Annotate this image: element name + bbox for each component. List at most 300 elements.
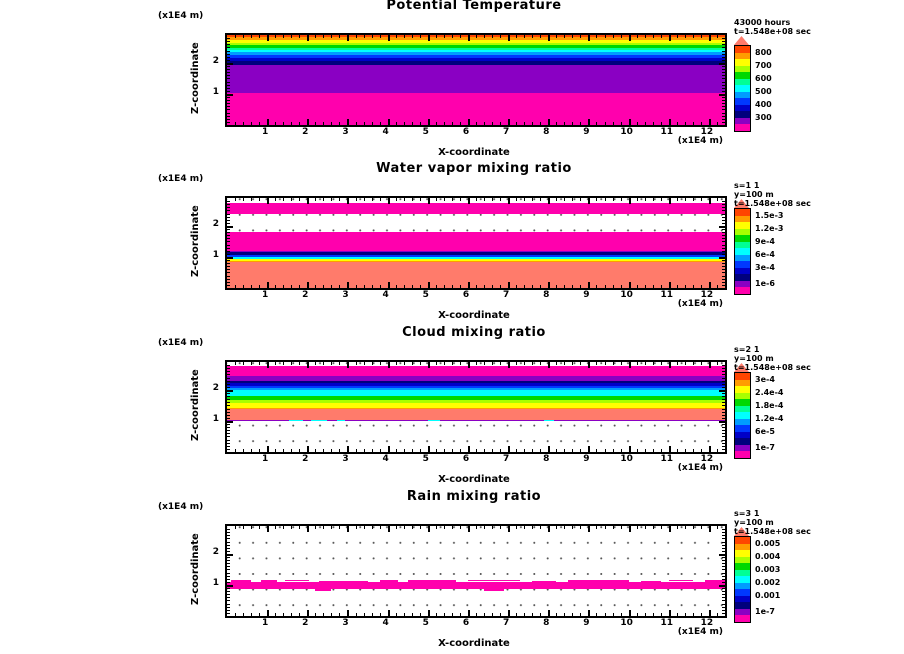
x-tick	[291, 449, 292, 452]
x-tick	[339, 35, 340, 38]
x-tick	[243, 122, 244, 125]
x-tick	[492, 122, 493, 125]
x-tick	[235, 362, 236, 365]
x-tick	[580, 613, 581, 616]
y-tick	[227, 607, 230, 608]
x-tick	[516, 35, 517, 38]
x-tick	[476, 526, 477, 529]
x-tick	[564, 35, 565, 38]
colorbar-label: 0.005	[755, 538, 781, 548]
y-tick	[722, 402, 725, 403]
x-tick	[580, 285, 581, 288]
y-tick	[722, 82, 725, 83]
x-tick-label: 5	[422, 127, 429, 137]
x-tick	[516, 526, 517, 529]
y-tick	[227, 60, 230, 61]
x-tick	[452, 449, 453, 452]
y-tick	[227, 402, 230, 403]
x-tick	[637, 122, 638, 125]
x-tick-label: 2	[302, 618, 309, 628]
y-tick	[227, 100, 230, 101]
contour-band	[227, 409, 725, 420]
x-tick	[259, 122, 260, 125]
y-tick	[722, 91, 725, 92]
x-tick	[580, 449, 581, 452]
x-tick	[380, 122, 381, 125]
x-axis-label: X-coordinate	[438, 474, 510, 485]
x-tick	[605, 362, 606, 365]
x-tick	[444, 198, 445, 201]
x-axis-label: X-coordinate	[438, 310, 510, 321]
x-tick-label: 2	[302, 127, 309, 137]
x-tick	[452, 198, 453, 201]
x-tick	[532, 198, 533, 201]
y-tick	[722, 245, 725, 246]
x-tick	[275, 198, 276, 201]
y-tick	[227, 405, 230, 406]
x-tick	[356, 362, 357, 365]
x-tick	[677, 198, 678, 201]
x-tick	[275, 613, 276, 616]
x-tick	[548, 362, 550, 368]
y-tick	[722, 443, 725, 444]
y-tick	[722, 51, 725, 52]
y-tick	[722, 566, 725, 567]
x-tick	[556, 285, 557, 288]
y-tick	[227, 72, 230, 73]
y-tick	[227, 210, 230, 211]
y-tick	[227, 69, 230, 70]
x-tick	[267, 282, 269, 288]
x-tick	[452, 285, 453, 288]
x-tick	[364, 613, 365, 616]
y-tick-label: 2	[212, 382, 219, 393]
x-tick	[669, 282, 671, 288]
y-tick	[722, 597, 725, 598]
x-tick	[596, 526, 597, 529]
y-tick	[722, 607, 725, 608]
x-tick	[388, 610, 390, 616]
x-tick	[548, 282, 550, 288]
y-tick	[719, 257, 725, 259]
x-tick	[476, 122, 477, 125]
y-tick	[227, 113, 230, 114]
x-tick-label: 11	[660, 290, 674, 300]
x-tick	[339, 449, 340, 452]
y-tick	[227, 257, 233, 259]
x-tick	[701, 122, 702, 125]
y-tick	[227, 554, 233, 556]
x-tick-label: 4	[382, 454, 389, 464]
y-tick	[227, 613, 230, 614]
x-tick	[468, 610, 470, 616]
x-tick-label: 3	[342, 290, 349, 300]
x-tick	[685, 35, 686, 38]
x-tick	[524, 285, 525, 288]
x-tick	[291, 122, 292, 125]
x-tick	[661, 613, 662, 616]
x-tick	[693, 122, 694, 125]
x-tick	[605, 526, 606, 529]
x-tick	[588, 282, 590, 288]
x-tick-label: 11	[660, 454, 674, 464]
x-tick	[508, 610, 510, 616]
y-tick	[227, 214, 230, 215]
y-tick	[722, 282, 725, 283]
y-tick	[722, 545, 725, 546]
y-tick	[227, 610, 230, 611]
x-tick	[388, 446, 390, 452]
y-tick	[227, 266, 230, 267]
x-tick-label: 8	[543, 618, 550, 628]
x-tick	[420, 198, 421, 201]
x-tick	[484, 285, 485, 288]
contour-fragment	[669, 580, 693, 581]
colorbar-label: 3e-4	[755, 262, 775, 272]
x-tick	[677, 449, 678, 452]
x-tick	[356, 35, 357, 38]
x-tick	[283, 613, 284, 616]
x-tick	[693, 613, 694, 616]
y-tick	[227, 51, 230, 52]
y-tick	[722, 260, 725, 261]
x-tick	[492, 526, 493, 529]
x-tick	[532, 35, 533, 38]
x-tick	[356, 285, 357, 288]
colorbar-band	[735, 615, 750, 622]
x-tick	[251, 35, 252, 38]
x-tick	[235, 449, 236, 452]
x-tick	[436, 526, 437, 529]
x-tick	[331, 362, 332, 365]
x-axis-unit-label: (x1E4 m)	[677, 627, 723, 637]
x-tick	[669, 610, 671, 616]
x-tick	[717, 613, 718, 616]
y-tick	[227, 106, 230, 107]
x-tick-label: 1	[262, 290, 269, 300]
x-tick-label: 9	[583, 127, 590, 137]
colorbar-label: 1.2e-3	[755, 223, 784, 233]
x-tick	[243, 613, 244, 616]
x-tick	[621, 35, 622, 38]
x-tick	[275, 526, 276, 529]
x-tick	[444, 122, 445, 125]
colorbar	[734, 208, 751, 295]
colorbar-label: 6e-4	[755, 249, 775, 259]
y-tick	[227, 260, 230, 261]
y-tick	[227, 279, 230, 280]
x-tick	[420, 285, 421, 288]
x-tick	[484, 526, 485, 529]
x-tick	[572, 613, 573, 616]
y-tick	[722, 285, 725, 286]
y-tick	[722, 263, 725, 264]
x-tick	[243, 526, 244, 529]
x-tick	[717, 449, 718, 452]
x-tick	[653, 449, 654, 452]
x-tick	[291, 362, 292, 365]
x-tick	[572, 285, 573, 288]
y-tick	[722, 232, 725, 233]
x-tick	[251, 362, 252, 365]
x-tick	[685, 285, 686, 288]
y-tick	[227, 566, 230, 567]
x-tick	[492, 362, 493, 365]
y-axis-unit-label: (x1E4 m)	[158, 502, 204, 512]
y-tick	[719, 585, 725, 587]
legend-text-line: y=100 m	[734, 354, 774, 363]
x-tick-label: 12	[700, 618, 714, 628]
x-tick	[605, 449, 606, 452]
x-tick	[372, 526, 373, 529]
x-tick	[259, 35, 260, 38]
y-tick	[227, 254, 230, 255]
x-tick	[645, 198, 646, 201]
y-tick	[722, 440, 725, 441]
x-tick	[444, 285, 445, 288]
x-tick-label: 5	[422, 290, 429, 300]
x-tick	[629, 610, 631, 616]
x-tick	[380, 198, 381, 201]
x-tick	[251, 449, 252, 452]
x-tick	[669, 526, 671, 532]
x-tick	[661, 449, 662, 452]
y-tick	[722, 424, 725, 425]
legend-text-line: s=2 1	[734, 345, 760, 354]
x-tick	[669, 35, 671, 41]
x-tick	[556, 362, 557, 365]
x-tick	[701, 285, 702, 288]
y-tick	[227, 201, 230, 202]
x-tick-label: 4	[382, 618, 389, 628]
y-tick	[227, 94, 233, 96]
x-tick	[420, 122, 421, 125]
y-tick	[227, 238, 230, 239]
x-tick	[637, 526, 638, 529]
x-axis-label: X-coordinate	[438, 147, 510, 158]
y-tick	[227, 535, 230, 536]
x-tick	[307, 119, 309, 125]
y-tick	[227, 248, 230, 249]
x-tick	[251, 613, 252, 616]
x-tick	[428, 282, 430, 288]
x-tick	[299, 198, 300, 201]
x-tick	[588, 362, 590, 368]
x-tick	[500, 285, 501, 288]
x-tick	[251, 526, 252, 529]
y-tick	[722, 449, 725, 450]
y-tick	[227, 529, 230, 530]
x-tick	[364, 449, 365, 452]
x-axis-label: X-coordinate	[438, 638, 510, 649]
x-tick	[468, 35, 470, 41]
y-tick	[227, 412, 230, 413]
x-tick	[540, 449, 541, 452]
x-tick	[259, 362, 260, 365]
x-tick	[596, 613, 597, 616]
contour-fragment	[315, 589, 331, 591]
y-tick	[722, 201, 725, 202]
x-tick	[637, 362, 638, 365]
x-tick	[613, 362, 614, 365]
y-tick	[722, 573, 725, 574]
y-tick	[722, 266, 725, 267]
x-tick	[572, 449, 573, 452]
x-tick	[669, 446, 671, 452]
x-tick	[605, 613, 606, 616]
x-tick	[347, 119, 349, 125]
x-tick	[613, 613, 614, 616]
y-tick	[227, 557, 230, 558]
x-tick	[484, 449, 485, 452]
y-tick	[722, 446, 725, 447]
x-tick	[339, 122, 340, 125]
contour-band	[227, 232, 725, 251]
x-tick-label: 7	[502, 618, 510, 628]
x-tick	[524, 122, 525, 125]
y-tick-label: 1	[212, 577, 219, 588]
x-tick-label: 9	[583, 618, 590, 628]
x-tick	[347, 35, 349, 41]
x-tick	[588, 610, 590, 616]
x-tick	[436, 122, 437, 125]
y-tick	[227, 440, 230, 441]
legend-text-line: t=1.548e+08 sec	[734, 199, 811, 208]
contour-fragment	[319, 581, 367, 583]
x-tick	[709, 119, 711, 125]
y-tick	[227, 430, 230, 431]
x-tick	[564, 449, 565, 452]
x-tick-label: 10	[620, 618, 633, 628]
x-tick	[484, 35, 485, 38]
x-tick	[404, 35, 405, 38]
x-tick	[693, 526, 694, 529]
y-tick	[227, 116, 230, 117]
x-tick	[235, 526, 236, 529]
x-tick	[275, 362, 276, 365]
y-tick	[722, 393, 725, 394]
x-tick	[412, 526, 413, 529]
colorbar-label: 0.003	[755, 564, 781, 574]
x-tick	[524, 35, 525, 38]
x-tick	[275, 449, 276, 452]
x-tick	[339, 362, 340, 365]
x-tick	[685, 198, 686, 201]
x-tick	[661, 122, 662, 125]
x-tick	[452, 35, 453, 38]
x-tick	[629, 282, 631, 288]
x-tick	[259, 449, 260, 452]
y-tick	[227, 604, 230, 605]
y-tick	[227, 563, 230, 564]
y-tick	[722, 97, 725, 98]
y-tick	[227, 393, 230, 394]
x-tick	[540, 35, 541, 38]
y-tick	[227, 66, 230, 67]
y-tick	[227, 443, 230, 444]
x-tick	[572, 122, 573, 125]
x-tick	[299, 613, 300, 616]
x-tick	[580, 526, 581, 529]
x-tick	[412, 285, 413, 288]
x-tick	[267, 526, 269, 532]
contour-fragment	[641, 581, 661, 582]
x-tick	[444, 613, 445, 616]
x-tick	[275, 285, 276, 288]
contour-fragment	[337, 420, 345, 421]
y-tick	[227, 545, 230, 546]
x-tick	[500, 122, 501, 125]
x-tick	[621, 362, 622, 365]
x-tick	[532, 362, 533, 365]
x-tick	[388, 198, 390, 204]
x-tick	[476, 362, 477, 365]
x-tick	[460, 526, 461, 529]
contour-band	[227, 93, 725, 125]
y-tick	[227, 103, 230, 104]
x-tick	[307, 198, 309, 204]
y-tick	[722, 594, 725, 595]
x-tick	[388, 362, 390, 368]
y-tick	[722, 279, 725, 280]
y-tick	[722, 600, 725, 601]
x-tick	[267, 35, 269, 41]
x-tick	[653, 122, 654, 125]
y-tick	[227, 424, 230, 425]
y-tick-label: 1	[212, 413, 219, 424]
y-tick-label: 2	[212, 546, 219, 557]
x-tick	[572, 198, 573, 201]
x-tick	[645, 362, 646, 365]
x-tick	[653, 362, 654, 365]
plot-area	[225, 33, 727, 127]
x-tick	[653, 613, 654, 616]
y-tick	[722, 415, 725, 416]
x-tick	[291, 285, 292, 288]
contour-fragment	[287, 258, 299, 259]
x-tick-label: 12	[700, 127, 714, 137]
x-tick	[315, 122, 316, 125]
x-tick	[267, 446, 269, 452]
y-tick	[722, 106, 725, 107]
x-tick	[315, 613, 316, 616]
x-tick	[299, 526, 300, 529]
x-tick	[492, 285, 493, 288]
x-tick	[307, 610, 309, 616]
y-tick	[227, 85, 230, 86]
y-tick	[722, 217, 725, 218]
legend-text-line: t=1.548e+08 sec	[734, 27, 811, 36]
y-tick	[719, 94, 725, 96]
x-tick	[436, 35, 437, 38]
x-tick	[500, 449, 501, 452]
x-tick	[468, 119, 470, 125]
y-tick	[722, 387, 725, 388]
y-tick	[227, 251, 230, 252]
x-tick-label: 5	[422, 454, 429, 464]
y-tick	[722, 371, 725, 372]
y-tick	[227, 276, 230, 277]
x-tick	[243, 35, 244, 38]
y-tick	[722, 248, 725, 249]
x-tick	[637, 35, 638, 38]
x-tick	[299, 122, 300, 125]
x-tick	[621, 449, 622, 452]
x-tick	[524, 362, 525, 365]
x-tick	[251, 285, 252, 288]
x-tick	[339, 613, 340, 616]
x-tick	[637, 449, 638, 452]
